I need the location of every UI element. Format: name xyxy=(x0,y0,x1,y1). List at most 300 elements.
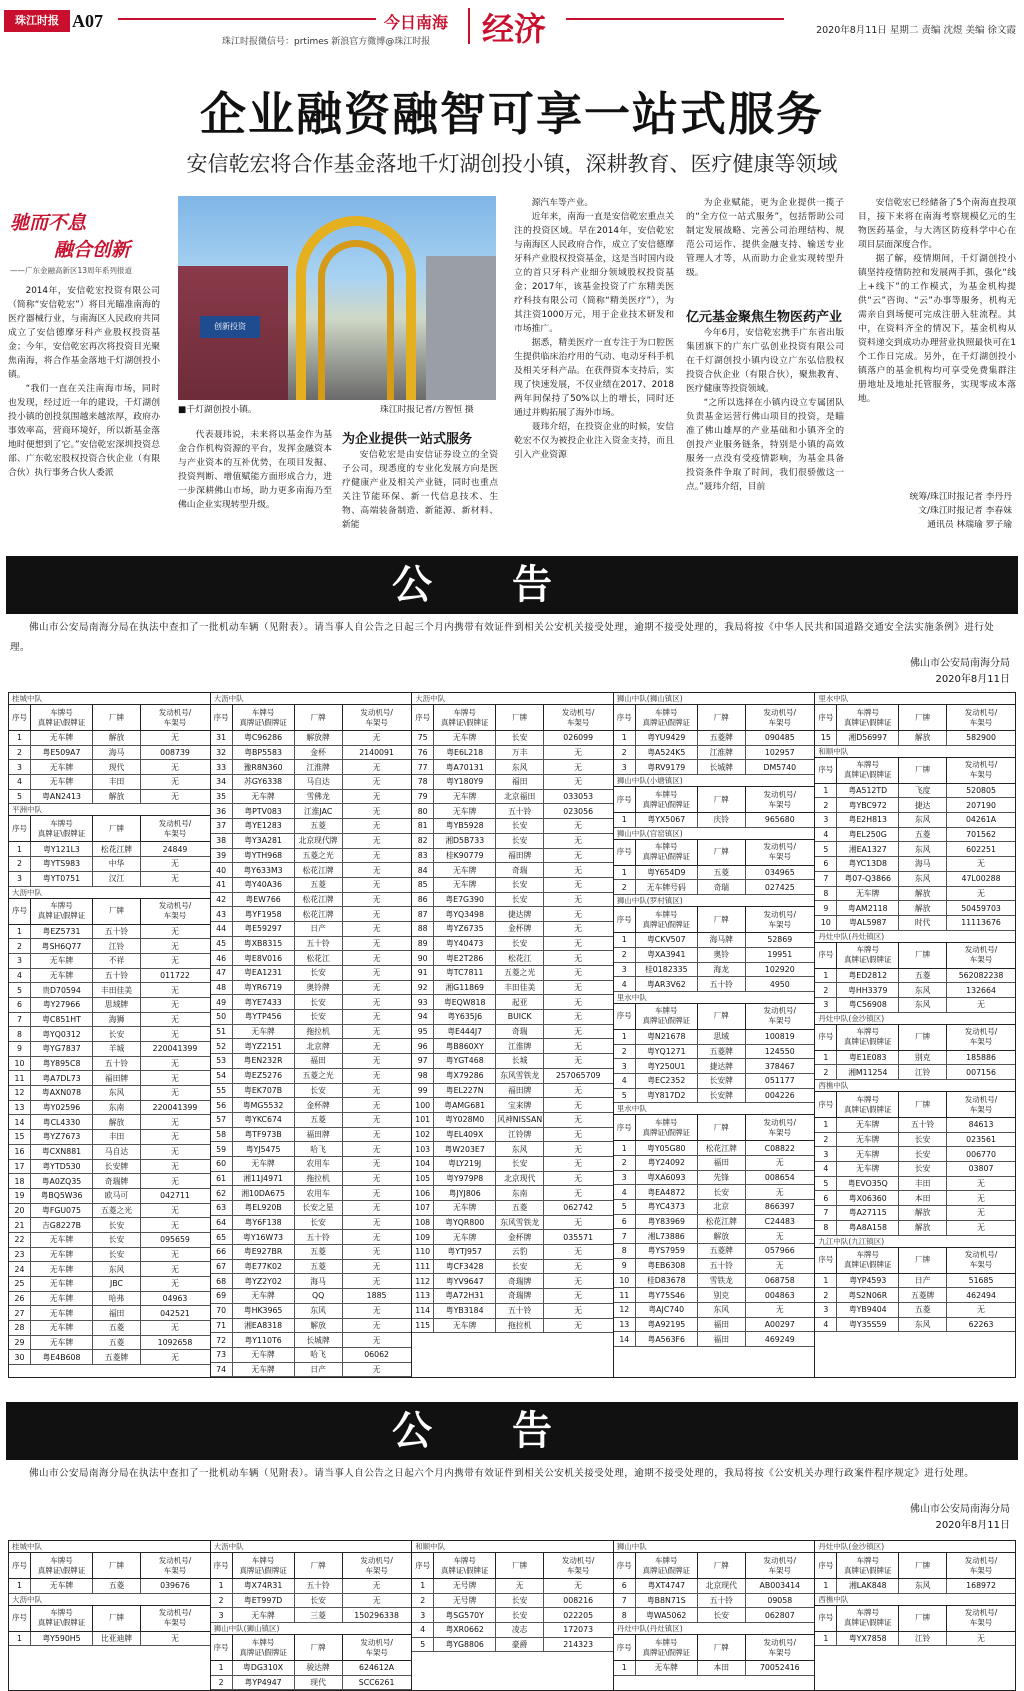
maker-cell: BUICK xyxy=(496,1010,544,1024)
maker-cell: 长安 xyxy=(899,1133,947,1147)
plate-cell: 无车牌 xyxy=(837,1162,899,1176)
plate-cell: 粤EA1231 xyxy=(233,966,295,980)
table-row xyxy=(412,1084,613,1099)
engine-cell: 033053 xyxy=(563,792,594,802)
engine-cell: 84613 xyxy=(968,1120,994,1130)
table-row xyxy=(211,1216,412,1231)
seq-cell: 62 xyxy=(211,1186,233,1200)
maker-cell: 解放 xyxy=(698,1229,746,1243)
table-row xyxy=(211,1201,412,1216)
plate-cell: 粤EA4872 xyxy=(636,1185,698,1199)
plate-cell: 湘D5B733 xyxy=(434,834,496,848)
maker-cell: 捷达牌 xyxy=(496,907,544,921)
engine-cell: 无 xyxy=(372,983,381,993)
maker-cell: 长安 xyxy=(496,878,544,892)
plate-cell: 粤YJ5475 xyxy=(233,1142,295,1156)
seq-cell: 79 xyxy=(412,790,434,804)
plate-cell: 粤RV9179 xyxy=(636,760,698,774)
squad-title: 狮山中队(罗村镇区) xyxy=(614,895,815,907)
engine-cell: 无 xyxy=(372,880,381,890)
plate-cell: 无车牌 xyxy=(31,1262,93,1276)
table-row xyxy=(614,1332,815,1347)
table-row xyxy=(9,954,210,969)
header-seq: 序号 xyxy=(211,705,233,730)
plate-cell: 粤YC13D8 xyxy=(837,857,899,871)
header-maker: 厂牌 xyxy=(698,1004,746,1029)
maker-cell: 五十铃 xyxy=(93,969,141,983)
engine-cell: 无 xyxy=(171,1279,179,1289)
engine-cell: 无 xyxy=(171,1132,179,1142)
plate-cell: 粤XT4747 xyxy=(636,1579,698,1593)
table-row xyxy=(815,1206,1015,1221)
maker-cell: 长安牌 xyxy=(698,1074,746,1088)
table-row xyxy=(9,1086,210,1101)
seq-cell: 1 xyxy=(815,1632,837,1646)
table-row xyxy=(9,731,210,746)
table-row xyxy=(815,1133,1015,1148)
seq-cell: 34 xyxy=(211,775,233,789)
table-row xyxy=(412,907,613,922)
engine-cell: 039676 xyxy=(160,1581,190,1591)
seq-cell: 2 xyxy=(412,1594,434,1608)
maker-cell: 思域牌 xyxy=(93,998,141,1012)
seq-cell: 1 xyxy=(211,1579,233,1593)
table-row xyxy=(815,842,1015,857)
engine-cell: 无 xyxy=(171,941,179,951)
maker-cell: 解放 xyxy=(899,1206,947,1220)
seq-cell: 13 xyxy=(614,1318,636,1332)
seq-cell: 7 xyxy=(815,1206,837,1220)
plate-cell: 粤YB5928 xyxy=(434,819,496,833)
engine-cell: 无 xyxy=(574,924,583,934)
series-badge xyxy=(10,208,160,276)
maker-cell: 东风 xyxy=(899,1579,947,1593)
table-row xyxy=(9,1292,210,1307)
engine-cell: 无 xyxy=(775,1261,784,1271)
maker-cell: 北京现代牌 xyxy=(295,834,343,848)
maker-cell: 长安 xyxy=(93,1218,141,1232)
table-row xyxy=(211,995,412,1010)
engine-cell: C08822 xyxy=(764,1143,795,1153)
maker-cell: 丰田 xyxy=(93,775,141,789)
engine-cell: 04261A xyxy=(965,815,997,825)
maker-cell: 东风 xyxy=(899,1318,947,1332)
plate-cell: 无车牌 xyxy=(31,1248,93,1262)
table-row xyxy=(9,1204,210,1219)
article-column-1 xyxy=(8,284,160,542)
table-row xyxy=(211,878,412,893)
engine-cell: A00297 xyxy=(764,1319,795,1329)
engine-cell: 无 xyxy=(574,762,583,772)
maker-cell: 宝来牌 xyxy=(496,1098,544,1112)
squad-title: 大沥中队 xyxy=(211,1541,412,1553)
seq-cell: 1 xyxy=(815,1051,837,1065)
engine-cell: 无 xyxy=(171,956,179,966)
table-row xyxy=(211,849,412,864)
engine-cell: 无 xyxy=(171,1117,179,1127)
plate-cell: 粤YP4947 xyxy=(233,1676,295,1690)
header-maker: 厂牌 xyxy=(93,1553,141,1578)
table-row xyxy=(815,1191,1015,1206)
engine-cell: 无 xyxy=(372,1027,381,1037)
engine-cell: 520805 xyxy=(966,786,996,796)
plate-cell: 粤X74R31 xyxy=(233,1579,295,1593)
engine-cell: 042711 xyxy=(160,1191,190,1201)
seq-cell: 12 xyxy=(9,1086,31,1100)
seq-cell: 41 xyxy=(211,878,233,892)
table-row xyxy=(614,1244,815,1259)
maker-cell: 东风 xyxy=(899,983,947,997)
plate-cell: 无车牌 xyxy=(31,1277,93,1291)
engine-cell: 无 xyxy=(171,1161,179,1171)
paragraph: 源汽车等产业。 xyxy=(531,198,594,208)
maker-cell: 金杯牌 xyxy=(295,1098,343,1112)
maker-cell: 五十铃 xyxy=(496,804,544,818)
engine-cell: 214323 xyxy=(563,1640,594,1650)
maker-cell: 海龙 xyxy=(698,963,746,977)
engine-cell: 无 xyxy=(171,792,179,802)
engine-cell: 965680 xyxy=(764,815,795,825)
plate-cell: 粤SH6Q77 xyxy=(31,939,93,953)
plate-cell: 粤A70131 xyxy=(434,760,496,774)
maker-cell: 农用车 xyxy=(295,1157,343,1171)
engine-cell: 023056 xyxy=(563,806,594,816)
maker-cell: 东风雪铁龙 xyxy=(496,1069,544,1083)
table-row xyxy=(412,819,613,834)
article-column-5b xyxy=(686,326,844,542)
table-row xyxy=(412,1098,613,1113)
engine-cell: 062742 xyxy=(563,1203,594,1213)
table-row xyxy=(211,746,412,761)
table-header xyxy=(211,1553,412,1579)
seq-cell: 27 xyxy=(9,1306,31,1320)
maker-cell: 凌志 xyxy=(496,1623,544,1637)
notice-2-title: 公告 xyxy=(6,1402,1018,1460)
squad-title: 和顺中队 xyxy=(815,746,1015,758)
seq-cell: 1 xyxy=(815,784,837,798)
table-header xyxy=(614,1004,815,1030)
plate-cell: 湘D56997 xyxy=(837,731,899,745)
maker-cell: 长城 xyxy=(496,1054,544,1068)
table-row xyxy=(412,1260,613,1275)
seq-cell: 96 xyxy=(412,1039,434,1053)
maker-cell: 五菱之光 xyxy=(295,1069,343,1083)
squad-title: 大沥中队 xyxy=(9,1594,210,1606)
plate-cell: 粤PTV083 xyxy=(233,804,295,818)
table-row xyxy=(412,966,613,981)
maker-cell: 长安 xyxy=(496,834,544,848)
maker-cell: 拖拉机 xyxy=(496,1319,544,1333)
engine-cell: 无 xyxy=(372,1320,381,1330)
table-row xyxy=(412,1245,613,1260)
plate-cell: 粤AM2118 xyxy=(837,901,899,915)
engine-cell: 701562 xyxy=(966,830,996,840)
table-row xyxy=(9,1248,210,1263)
maker-cell: 江淮牌 xyxy=(698,746,746,760)
plate-cell: 粤Y895C8 xyxy=(31,1057,93,1071)
table-row xyxy=(412,1304,613,1319)
table-row xyxy=(614,1288,815,1303)
header-engine: 发动机号/ 车架号 xyxy=(964,1555,998,1575)
engine-cell: 023561 xyxy=(966,1135,996,1145)
maker-cell: 捷达 xyxy=(899,798,947,812)
table-row xyxy=(815,1632,1015,1647)
engine-cell: 4950 xyxy=(769,979,790,989)
maker-cell: 金杯牌 xyxy=(496,1230,544,1244)
seq-cell: 47 xyxy=(211,966,233,980)
maker-cell: 解放 xyxy=(899,1221,947,1235)
plate-cell: 粤E4B608 xyxy=(31,1350,93,1364)
engine-cell: 无 xyxy=(574,821,583,831)
notice-1-signature xyxy=(910,656,1010,688)
plate-cell: 粤Y16W73 xyxy=(233,1230,295,1244)
seq-cell: 4 xyxy=(614,1185,636,1199)
article-headline: 企业融资融智可享一站式服务 xyxy=(200,87,824,141)
engine-cell: 无 xyxy=(977,859,985,869)
seq-cell: 26 xyxy=(9,1292,31,1306)
seq-cell: 101 xyxy=(412,1113,434,1127)
maker-cell: 奇瑞牌 xyxy=(93,1174,141,1188)
plate-cell: 粤Y635J6 xyxy=(434,1010,496,1024)
engine-cell: 无 xyxy=(372,968,381,978)
table-row xyxy=(9,1233,210,1248)
photo-building-right xyxy=(426,256,496,400)
engine-cell: 无 xyxy=(171,1323,179,1333)
seq-cell: 8 xyxy=(815,1221,837,1235)
header-maker: 厂牌 xyxy=(295,705,343,730)
table-row xyxy=(614,1608,815,1623)
section-name: 今日南海 xyxy=(384,13,449,32)
header-engine: 发动机号/ 车架号 xyxy=(561,707,595,727)
seq-cell: 19 xyxy=(9,1189,31,1203)
squad-title: 狮山中队(狮山镇区) xyxy=(211,1623,412,1635)
plate-cell: 粤YU9429 xyxy=(636,731,698,745)
maker-cell: 无 xyxy=(496,1579,544,1593)
paragraph: 今年6月，安信乾宏携手广东省出版集团旗下的广东广弘创业投资有限公司在千灯湖创投小镇内设立广东弘信股权投资合伙企业（有限合伙），聚焦教育、医疗健康等投资领域。 xyxy=(686,328,844,394)
header-plate: 车牌号 真牌证\假牌证 xyxy=(31,705,93,730)
table-header xyxy=(614,705,815,731)
table-row xyxy=(211,760,412,775)
seq-cell: 1 xyxy=(614,1141,636,1155)
engine-cell: 无 xyxy=(171,1000,179,1010)
maker-cell: 海马 xyxy=(93,746,141,760)
squad-title: 狮山中队(狮山镇区) xyxy=(614,693,815,705)
table-row xyxy=(614,1318,815,1333)
maker-cell: 解放 xyxy=(899,901,947,915)
table-row xyxy=(211,1025,412,1040)
plate-cell: 无号牌 xyxy=(434,1579,496,1593)
maker-cell: 雪佛龙 xyxy=(295,790,343,804)
table-row xyxy=(211,790,412,805)
plate-cell: 粤YC4373 xyxy=(636,1200,698,1214)
table-row xyxy=(614,977,815,992)
squad-title: 西樵中队 xyxy=(815,1080,1015,1092)
engine-cell: SCC6261 xyxy=(358,1678,395,1688)
badge-line-3: ——广东金融高新区13周年系列报道 xyxy=(10,266,133,275)
engine-cell: 866397 xyxy=(764,1202,795,1212)
header-engine: 发动机号/ 车架号 xyxy=(763,1555,797,1575)
seq-cell: 86 xyxy=(412,893,434,907)
maker-cell: 解放牌 xyxy=(295,731,343,745)
paragraph: 代表聂玮说，未来将以基金作为基金合作机构资源的平台，发挥金融资本与产业资本的互补优势，在项目发掘、投资判断、增值赋能方面形成合力，进一步深耕佛山市场，助力更多南海乃至佛山企业实现转型升级。 xyxy=(178,430,332,510)
engine-cell: 582900 xyxy=(966,733,996,743)
engine-cell: 无 xyxy=(372,1100,381,1110)
plate-cell: 粤Y110T6 xyxy=(233,1333,295,1347)
seq-cell: 4 xyxy=(815,1318,837,1332)
plate-cell: 粤E2H813 xyxy=(837,813,899,827)
plate-cell: 粤AN2413 xyxy=(31,790,93,804)
header-maker: 厂牌 xyxy=(93,705,141,730)
plate-cell: 无车牌 xyxy=(434,790,496,804)
seq-cell: 40 xyxy=(211,863,233,877)
table-row xyxy=(614,1156,815,1171)
plate-cell: 粤A7DL73 xyxy=(31,1071,93,1085)
seq-cell: 6 xyxy=(614,1579,636,1593)
seq-cell: 78 xyxy=(412,775,434,789)
header-engine: 发动机号/ 车架号 xyxy=(763,1117,797,1137)
header-plate: 车牌号 真牌证\假牌证 xyxy=(837,1025,899,1050)
engine-cell: 无 xyxy=(574,1012,583,1022)
table-row xyxy=(9,983,210,998)
engine-cell: 无 xyxy=(372,1188,381,1198)
maker-cell: 五菱 xyxy=(295,878,343,892)
maker-cell: 捷达牌 xyxy=(698,1059,746,1073)
plate-cell: 粤Y83969 xyxy=(636,1215,698,1229)
table-row xyxy=(9,1145,210,1160)
table-row xyxy=(412,1319,613,1334)
header-plate: 车牌号 真牌证\假牌证 xyxy=(837,705,899,730)
seq-cell: 82 xyxy=(412,834,434,848)
seq-cell: 2 xyxy=(614,1045,636,1059)
plate-cell: 粤E6L218 xyxy=(434,746,496,760)
credit-line: 文/珠江时报记者 李春妹 xyxy=(918,506,1012,516)
table-header xyxy=(412,1553,613,1579)
seq-cell: 84 xyxy=(412,863,434,877)
seq-cell: 10 xyxy=(815,916,837,930)
maker-cell: 北京现代 xyxy=(496,1172,544,1186)
engine-cell: 无 xyxy=(574,777,583,787)
engine-cell: 无 xyxy=(171,1088,179,1098)
seq-cell: 72 xyxy=(211,1333,233,1347)
table-column-block xyxy=(210,1540,412,1691)
plate-cell: 粤AMG681 xyxy=(434,1098,496,1112)
table-header xyxy=(9,705,210,731)
plate-cell: 粤A524K5 xyxy=(636,746,698,760)
header-maker: 厂牌 xyxy=(496,705,544,730)
header-seq: 序号 xyxy=(9,705,31,730)
maker-cell: 江铃牌 xyxy=(496,1128,544,1142)
maker-cell: 东南 xyxy=(93,1101,141,1115)
header-seq: 序号 xyxy=(815,1092,837,1117)
squad-title: 西樵中队 xyxy=(815,1594,1015,1606)
engine-cell: 50459703 xyxy=(961,903,1001,913)
plate-cell: 粤YTP456 xyxy=(233,1010,295,1024)
table-row xyxy=(412,863,613,878)
seq-cell: 81 xyxy=(412,819,434,833)
seq-cell: 3 xyxy=(211,1608,233,1622)
engine-cell: 004863 xyxy=(764,1290,795,1300)
seq-cell: 1 xyxy=(211,1661,233,1675)
seq-cell: 6 xyxy=(9,998,31,1012)
header-engine: 发动机号/ 车架号 xyxy=(964,707,998,727)
seq-cell: 61 xyxy=(211,1172,233,1186)
plate-cell: 粤YGT468 xyxy=(434,1054,496,1068)
credit-line: 统筹/珠江时报记者 李丹丹 xyxy=(909,492,1012,502)
table-row xyxy=(412,937,613,952)
plate-cell: 无车牌 xyxy=(233,790,295,804)
engine-cell: 09058 xyxy=(767,1596,793,1606)
maker-cell: 北京牌 xyxy=(295,1039,343,1053)
header-plate: 车牌号 真牌证\假牌证 xyxy=(233,705,295,730)
plate-cell: 粤X06360 xyxy=(837,1191,899,1205)
table-row xyxy=(9,1057,210,1072)
seq-cell: 92 xyxy=(412,981,434,995)
maker-cell: 五菱 xyxy=(93,1579,141,1593)
plate-cell: 无车牌 xyxy=(31,1336,93,1350)
table-column-block xyxy=(411,1540,613,1691)
maker-cell: 长安 xyxy=(899,1147,947,1161)
seq-cell: 2 xyxy=(614,948,636,962)
seq-cell: 98 xyxy=(412,1069,434,1083)
engine-cell: 无 xyxy=(574,1581,583,1591)
table-row xyxy=(412,1216,613,1231)
seq-cell: 94 xyxy=(412,1010,434,1024)
plate-cell: 湘LAK848 xyxy=(837,1579,899,1593)
table-row xyxy=(815,731,1015,746)
plate-cell: 无车牌 xyxy=(233,1025,295,1039)
header-seq: 序号 xyxy=(614,705,636,730)
table-header xyxy=(815,758,1015,784)
seq-cell: 106 xyxy=(412,1186,434,1200)
engine-cell: 034965 xyxy=(764,868,795,878)
table-row xyxy=(412,1157,613,1172)
engine-cell: 无 xyxy=(372,924,381,934)
maker-cell: 五菱牌 xyxy=(899,1288,947,1302)
maker-cell: 福田 xyxy=(295,1054,343,1068)
plate-cell: 粤EW766 xyxy=(233,893,295,907)
subheading-one-stop-service: 为企业提供一站式服务 xyxy=(342,432,473,447)
maker-cell: 欧马可 xyxy=(93,1189,141,1203)
plate-cell: 湘L73886 xyxy=(636,1229,698,1243)
seq-cell: 1 xyxy=(614,933,636,947)
engine-cell: 无 xyxy=(372,1203,381,1213)
plate-cell: 粤A512TD xyxy=(837,784,899,798)
table-header xyxy=(815,1553,1015,1579)
table-row xyxy=(815,1579,1015,1594)
seq-cell: 1 xyxy=(9,1632,31,1646)
seq-cell: 4 xyxy=(9,775,31,789)
maker-cell: 东风 xyxy=(899,842,947,856)
seq-cell: 69 xyxy=(211,1289,233,1303)
table-row xyxy=(211,1363,412,1378)
plate-cell: 无车牌 xyxy=(31,1306,93,1320)
maker-cell: 比亚迪牌 xyxy=(93,1632,141,1646)
engine-cell: 102957 xyxy=(764,748,795,758)
engine-cell: 无 xyxy=(574,1100,583,1110)
table-row xyxy=(9,857,210,872)
engine-cell: 无 xyxy=(171,926,179,936)
seq-cell: 50 xyxy=(211,1010,233,1024)
engine-cell: 026099 xyxy=(563,733,594,743)
plate-cell: 粤B8N71S xyxy=(636,1594,698,1608)
table-row xyxy=(412,1113,613,1128)
engine-cell: 无 xyxy=(574,1218,583,1228)
engine-cell: 无 xyxy=(977,1193,985,1203)
plate-cell: 无车牌 xyxy=(434,1201,496,1215)
badge-line-2: 融合创新 xyxy=(54,239,131,261)
maker-cell: 风神NISSAN xyxy=(496,1113,544,1127)
seq-cell: 7 xyxy=(614,1229,636,1243)
